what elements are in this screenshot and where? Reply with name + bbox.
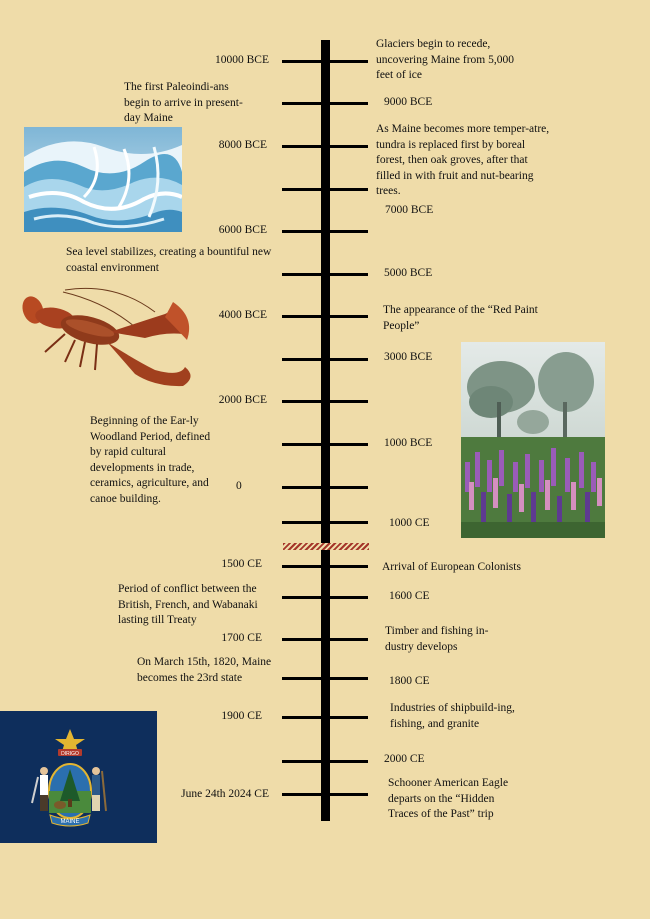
event-tundra: As Maine becomes more temper-atre, tundra is replaced first by boreal forest, then oak groves, after that filled in with fruit and nut-bearing trees.: [376, 123, 550, 197]
tick-1700-ce: [282, 638, 368, 641]
event-woodland-period: Beginning of the Ear-ly Woodland Period, defined by rapid cultural developments in trade, ceramics, agriculture, and canoe building.: [90, 415, 211, 505]
label-10000-bce: 10000 BCE: [215, 54, 269, 66]
event-timber: Timber and fishing in-dustry develops: [385, 625, 489, 653]
event-shipbuilding: Industries of shipbuild-ing, fishing, and granite: [390, 702, 515, 730]
tick-7000-bce: [282, 188, 368, 191]
timeline-axis: [321, 40, 330, 821]
glacier-image: [24, 127, 182, 232]
label-5000-bce: 5000 BCE: [384, 267, 433, 279]
label-1500-ce: 1500 CE: [221, 558, 262, 570]
tick-2024-ce: [282, 793, 368, 796]
label-1600-ce: 1600 CE: [389, 590, 430, 602]
label-year-0: 0: [236, 480, 242, 492]
label-1800-ce: 1800 CE: [389, 675, 430, 687]
tick-3000-bce: [282, 358, 368, 361]
maine-flag-image: [0, 711, 157, 843]
timeline-break: [283, 543, 369, 550]
label-4000-bce: 4000 BCE: [218, 309, 267, 321]
tick-9000-bce: [282, 102, 368, 105]
tick-5000-bce: [282, 273, 368, 276]
label-9000-bce: 9000 BCE: [384, 96, 433, 108]
label-8000-bce: 8000 BCE: [218, 139, 267, 151]
tick-10000-bce: [282, 60, 368, 63]
label-3000-bce: 3000 BCE: [384, 351, 433, 363]
label-1900-ce: 1900 CE: [221, 710, 262, 722]
label-1000-ce: 1000 CE: [389, 517, 430, 529]
event-red-paint-people: The appearance of the “Red Paint People”: [383, 304, 538, 332]
tick-8000-bce: [282, 145, 368, 148]
tick-1600-ce: [282, 596, 368, 599]
tick-4000-bce: [282, 315, 368, 318]
label-2024-ce: June 24th 2024 CE: [181, 788, 269, 800]
label-2000-bce: 2000 BCE: [218, 394, 267, 406]
svg-text:MAINE: MAINE: [60, 819, 80, 825]
event-colonists: Arrival of European Colonists: [382, 561, 521, 573]
label-1700-ce: 1700 CE: [221, 632, 262, 644]
tick-1000-bce: [282, 443, 368, 446]
event-statehood: On March 15th, 1820, Maine becomes the 23rd state: [137, 656, 272, 684]
svg-text:DIRIGO: DIRIGO: [61, 751, 79, 757]
event-paleoindians: The first Paleoindi-ans begin to arrive in present-day Maine: [124, 81, 243, 124]
tick-6000-bce: [282, 230, 368, 233]
lupine-field-image: [461, 342, 605, 538]
label-6000-bce: 6000 BCE: [218, 224, 267, 236]
label-1000-bce: 1000 BCE: [384, 437, 433, 449]
tick-1900-ce: [282, 716, 368, 719]
tick-2000-ce: [282, 760, 368, 763]
event-sea-level: Sea level stabilizes, creating a bountiful new coastal environment: [66, 246, 272, 274]
label-2000-ce: 2000 CE: [384, 753, 425, 765]
tick-1000-ce: [282, 521, 368, 524]
lobster-image: [15, 282, 197, 394]
tick-0: [282, 486, 368, 489]
tick-1800-ce: [282, 677, 368, 680]
label-7000-bce: 7000 BCE: [385, 204, 434, 216]
event-glaciers: Glaciers begin to recede, uncovering Maine from 5,000 feet of ice: [376, 38, 514, 81]
event-schooner: Schooner American Eagle departs on the “Hidden Traces of the Past” trip: [388, 777, 509, 820]
event-conflict: Period of conflict between the British, French, and Wabanaki lasting till Treaty: [118, 583, 258, 626]
tick-1500-ce: [282, 565, 368, 568]
tick-2000-bce: [282, 400, 368, 403]
